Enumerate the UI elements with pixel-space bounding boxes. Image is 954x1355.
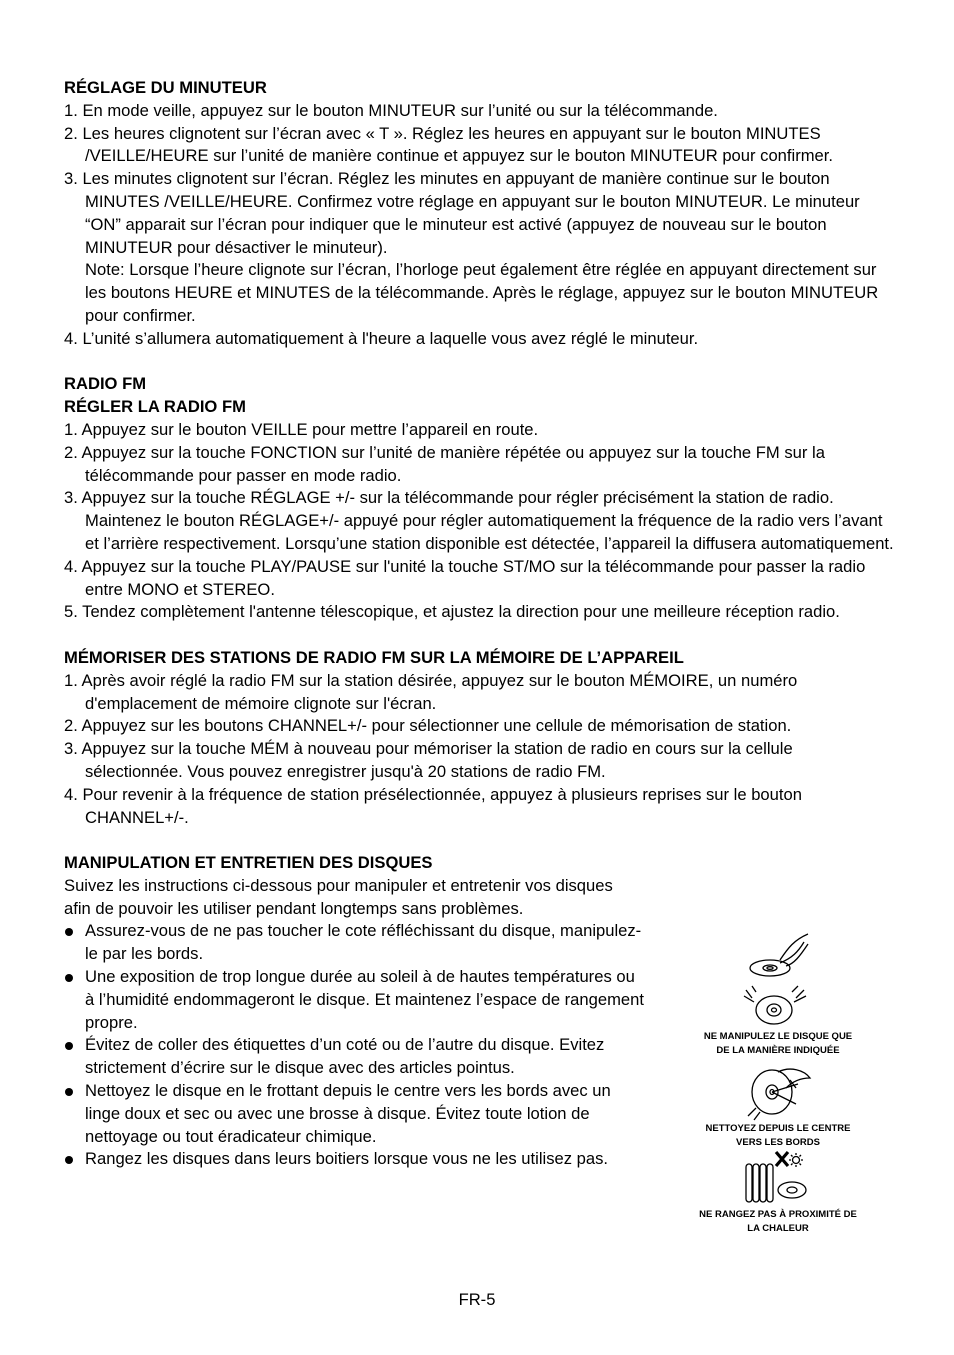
list-item: Évitez de coller des étiquettes d’un coté ou de l’autre du disque. Evitez strictement d’écrire sur le disque avec des articles pointus. — [64, 1034, 644, 1080]
timer-step-2: 2. Les heures clignotent sur l’écran avec « T ». Réglez les heures en appuyant sur le bouton MINUTES /VEILLE/HEURE sur l’unité de manière continue et appuyez sur le bouton MINUTEUR pour confirmer. — [64, 123, 833, 166]
radio-step-1: 1. Appuyez sur le bouton VEILLE pour mettre l’appareil en route. — [64, 419, 539, 439]
timer-step-4: 4. L’unité s’allumera automatiquement à l'heure a laquelle vous avez réglé le minuteur. — [64, 328, 699, 348]
bullet-icon — [65, 974, 73, 982]
radio-steps — [64, 419, 894, 624]
discs-bullets — [64, 920, 644, 1171]
disc-cleaning-icon — [738, 1058, 818, 1122]
timer-note: Note: Lorsque l’heure clignote sur l’écran, l’horloge peut également être réglée en appuyant directement sur les boutons HEURE et MINUTES de la télécommande. Après le réglage, appuyez sur le bouton MINUTEUR pour confirmer. — [85, 260, 879, 325]
radio-heading: RADIO FM — [64, 374, 147, 394]
caption-cleaning-2: VERS LES BORDS — [736, 1137, 820, 1148]
disc-handling-icon — [738, 930, 818, 1030]
bullet-icon — [65, 1042, 73, 1050]
caption-handling-1: NE MANIPULEZ LE DISQUE QUE — [703, 1031, 853, 1042]
timer-steps — [64, 100, 894, 260]
memory-step-1: 1. Après avoir réglé la radio FM sur la station désirée, appuyez sur le bouton MÉMOIRE, un numéro d'emplacement de mémoire clignote sur l'écran. — [64, 670, 798, 713]
discs-heading: MANIPULATION ET ENTRETIEN DES DISQUES — [64, 853, 433, 873]
memory-step-3: 3. Appuyez sur la touche MÉM à nouveau pour mémoriser la station de radio en cours sur la cellule sélectionnée. Vous pouvez enregistrer jusqu'à 20 stations de radio FM. — [64, 739, 793, 781]
caption-cleaning-1: NETTOYEZ DEPUIS LE CENTRE — [705, 1123, 851, 1134]
radio-step-2: 2. Appuyez sur la touche FONCTION sur l’unité de manière répétée ou appuyez sur la touche FM sur la télécommande pour passer en mode radio. — [64, 442, 825, 485]
discs-intro: Suivez les instructions ci-dessous pour manipuler et entretenir vos disques afin de pouvoir les utiliser pendant longtemps sans problèmes. — [64, 875, 613, 918]
caption-heat-2: LA CHALEUR — [747, 1223, 809, 1234]
list-item: Une exposition de trop longue durée au soleil à de hautes températures ou à l’humidité endommageront le disque. Et maintenez l’espace de rangement propre. — [64, 966, 644, 1034]
caption-handling-2: DE LA MANIÈRE INDIQUÉE — [716, 1045, 840, 1056]
radio-step-5: 5. Tendez complètement l'antenne télescopique, et ajustez la direction pour une meilleure réception radio. — [64, 602, 840, 622]
bullet-icon — [65, 1156, 73, 1164]
memory-steps — [64, 670, 894, 830]
bullet-icon — [65, 1088, 73, 1096]
radio-step-3: 3. Appuyez sur la touche RÉGLAGE +/- sur la télécommande pour régler précisément la station de radio. Maintenez le bouton RÉGLAGE+/- appuyé pour régler automatiquement la fréquence de la radio vers l’avant et l’arrière respectivement. Lorsqu’une station disponible est détectée, l’appareil la diffusera automatiquement. — [64, 488, 894, 553]
list-item: Nettoyez le disque en le frottant depuis le centre vers les bords avec un linge doux et sec ou avec une brosse à disque. Évitez toute lotion de nettoyage ou tout éradicateur chimique. — [64, 1080, 644, 1148]
list-item: Assurez-vous de ne pas toucher le cote réfléchissant du disque, manipulez-le par les bords. — [64, 920, 644, 966]
caption-heat-1: NE RANGEZ PAS À PROXIMITÉ DE — [699, 1209, 857, 1220]
timer-step-1: 1. En mode veille, appuyez sur le bouton MINUTEUR sur l’unité ou sur la télécommande. — [64, 100, 718, 120]
timer-steps-end — [64, 328, 894, 351]
bullet-icon — [65, 928, 73, 936]
radio-subheading: RÉGLER LA RADIO FM — [64, 397, 246, 417]
radio-step-4: 4. Appuyez sur la touche PLAY/PAUSE sur l'unité la touche ST/MO sur la télécommande pour passer la radio entre MONO et STEREO. — [64, 556, 866, 599]
memory-step-2: 2. Appuyez sur les boutons CHANNEL+/- pour sélectionner une cellule de mémorisation de station. — [64, 716, 792, 736]
list-item: Rangez les disques dans leurs boitiers lorsque vous ne les utilisez pas. — [64, 1148, 644, 1171]
page-number: FR-5 — [458, 1290, 496, 1309]
memory-heading: MÉMORISER DES STATIONS DE RADIO FM SUR LA MÉMOIRE DE L’APPAREIL — [64, 647, 684, 667]
timer-heading: RÉGLAGE DU MINUTEUR — [64, 78, 267, 97]
heat-warning-icon — [738, 1150, 818, 1208]
disc-illustrations — [692, 930, 864, 1236]
discs-section — [64, 852, 644, 1171]
memory-step-4: 4. Pour revenir à la fréquence de station présélectionnée, appuyez à plusieurs reprises sur le bouton CHANNEL+/-. — [64, 784, 802, 827]
timer-step-3: 3. Les minutes clignotent sur l’écran. Réglez les minutes en appuyant de manière continue sur le bouton MINUTES /VEILLE/HEURE. Confirmez votre réglage en appuyant sur le bouton MINUTEUR. Le minuteur “ON” apparait sur l’écran pour indiquer que le minuteur est activé (appuyez de nouveau sur le bouton MINUTEUR pour désactiver le minuteur). — [64, 169, 860, 257]
